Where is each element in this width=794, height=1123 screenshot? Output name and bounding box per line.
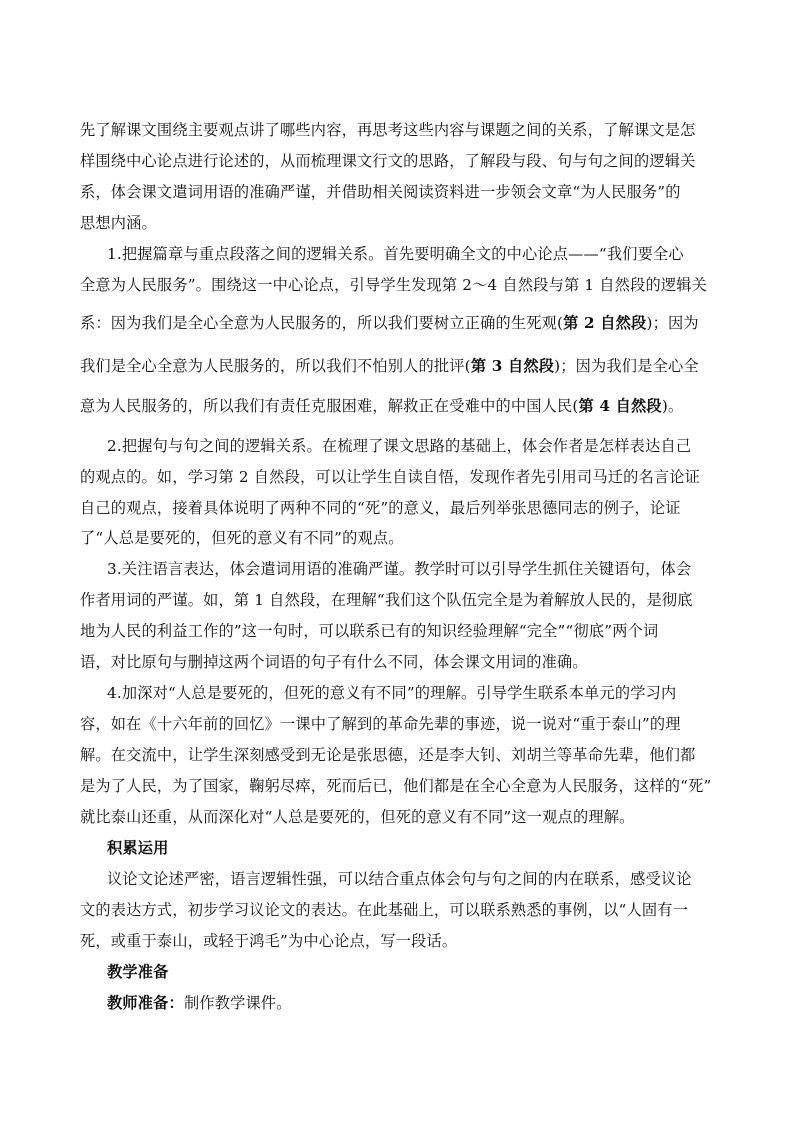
paragraph-line: 死，或重于泰山，或轻于鸿毛”为中心论点，写一段话。 xyxy=(80,932,458,950)
paragraph-line: 议论文论述严密，语言逻辑性强，可以结合重点体会句与句之间的内在联系，感受议论 xyxy=(107,870,692,888)
paragraph-line: 思想内涵。 xyxy=(80,214,157,232)
paragraph-line: 语，对比原句与删掉这两个词语的句子有什么不同，体会课文用词的准确。 xyxy=(80,653,588,671)
paragraph-line: 文的表达方式，初步学习议论文的表达。在此基础上，可以联系熟悉的事例，以“人固有一 xyxy=(80,901,689,919)
paragraph-line: 是为了人民，为了国家，鞠躬尽瘁，死而后已，他们都是在全心全意为人民服务，这样的“死” xyxy=(80,777,712,795)
paragraph-reference: 第 2 自然段 xyxy=(563,314,647,332)
line-text: 意为人民服务的，所以我们有责任克服困难，解救正在受难中的中国人民( xyxy=(80,397,579,415)
paragraph-line: 作者用词的严谨。如，第 1 自然段，在理解“我们这个队伍完全是为着解放人民的，是彻底 xyxy=(80,591,693,609)
line-text: )。 xyxy=(661,397,684,415)
line-text: )；因为我们是全心全 xyxy=(554,357,699,375)
line-text: )；因为 xyxy=(646,314,699,332)
paragraph-line: 3.关注语言表达，体会遣词用语的准确严谨。教学时可以引导学生抓住关键语句，体会 xyxy=(107,560,692,578)
teacher-preparation-text: 制作教学课件。 xyxy=(183,994,292,1012)
paragraph-line: 4.加深对“人总是要死的，但死的意义有不同”的理解。引导学生联系本单元的学习内 xyxy=(107,684,677,702)
line-text: 系：因为我们是全心全意为人民服务的，所以我们要树立正确的生死观( xyxy=(80,314,564,332)
paragraph-reference: 第 4 自然段 xyxy=(578,397,662,415)
paragraph-line: 的观点的。如，学习第 2 自然段，可以让学生自读自悟，发现作者先引用司马迁的名言论证 xyxy=(80,468,701,486)
paragraph-line: 自己的观点，接着具体说明了两种不同的“死”的意义，最后列举张思德同志的例子，论证 xyxy=(80,499,681,517)
paragraph-line: 样围绕中心论点进行论述的，从而梳理课文行文的思路，了解段与段、句与句之间的逻辑关 xyxy=(80,152,696,170)
paragraph-line: 地为人民的利益工作的”这一句时，可以联系已有的知识经验理解“完全”“彻底”两个词 xyxy=(80,622,659,640)
paragraph-line: 容，如在《十六年前的回忆》一课中了解到的革命先辈的事迹，说一说对“重于泰山”的理 xyxy=(80,715,681,733)
paragraph-line: 了“人总是要死的，但死的意义有不同”的观点。 xyxy=(80,529,404,547)
line-text: 我们是全心全意为人民服务的，所以我们不怕别人的批评( xyxy=(80,357,471,375)
paragraph-line: 2.把握句与句之间的逻辑关系。在梳理了课文思路的基础上，体会作者是怎样表达自己 xyxy=(107,437,692,455)
paragraph-line xyxy=(80,356,699,376)
paragraph-line xyxy=(80,396,683,416)
section-heading: 教学准备 xyxy=(107,963,169,981)
paragraph-line: 解。在交流中，让学生深刻感受到无论是张思德，还是李大钊、刘胡兰等革命先辈，他们都 xyxy=(80,746,696,764)
paragraph-line: 全意为人民服务”。围绕这一中心论点，引导学生发现第 2～4 自然段与第 1 自然段的逻辑关 xyxy=(80,276,708,294)
paragraph-reference: 第 3 自然段 xyxy=(470,357,555,375)
paragraph-line: 就比泰山还重，从而深化对“人总是要死的，但死的意义有不同”这一观点的理解。 xyxy=(80,808,635,826)
section-heading: 积累运用 xyxy=(107,839,169,857)
paragraph-line: 1.把握篇章与重点段落之间的逻辑关系。首先要明确全文的中心论点——“我们要全心 xyxy=(107,245,684,263)
teacher-preparation-label: 教师准备： xyxy=(107,994,184,1012)
paragraph-line: 先了解课文围绕主要观点讲了哪些内容，再思考这些内容与课题之间的关系，了解课文是怎 xyxy=(80,121,696,139)
paragraph-line xyxy=(80,313,699,333)
teacher-preparation-line xyxy=(107,993,292,1013)
paragraph-line: 系，体会课文遣词用语的准确严谨，并借助相关阅读资料进一步领会文章“为人民服务”的 xyxy=(80,183,681,201)
